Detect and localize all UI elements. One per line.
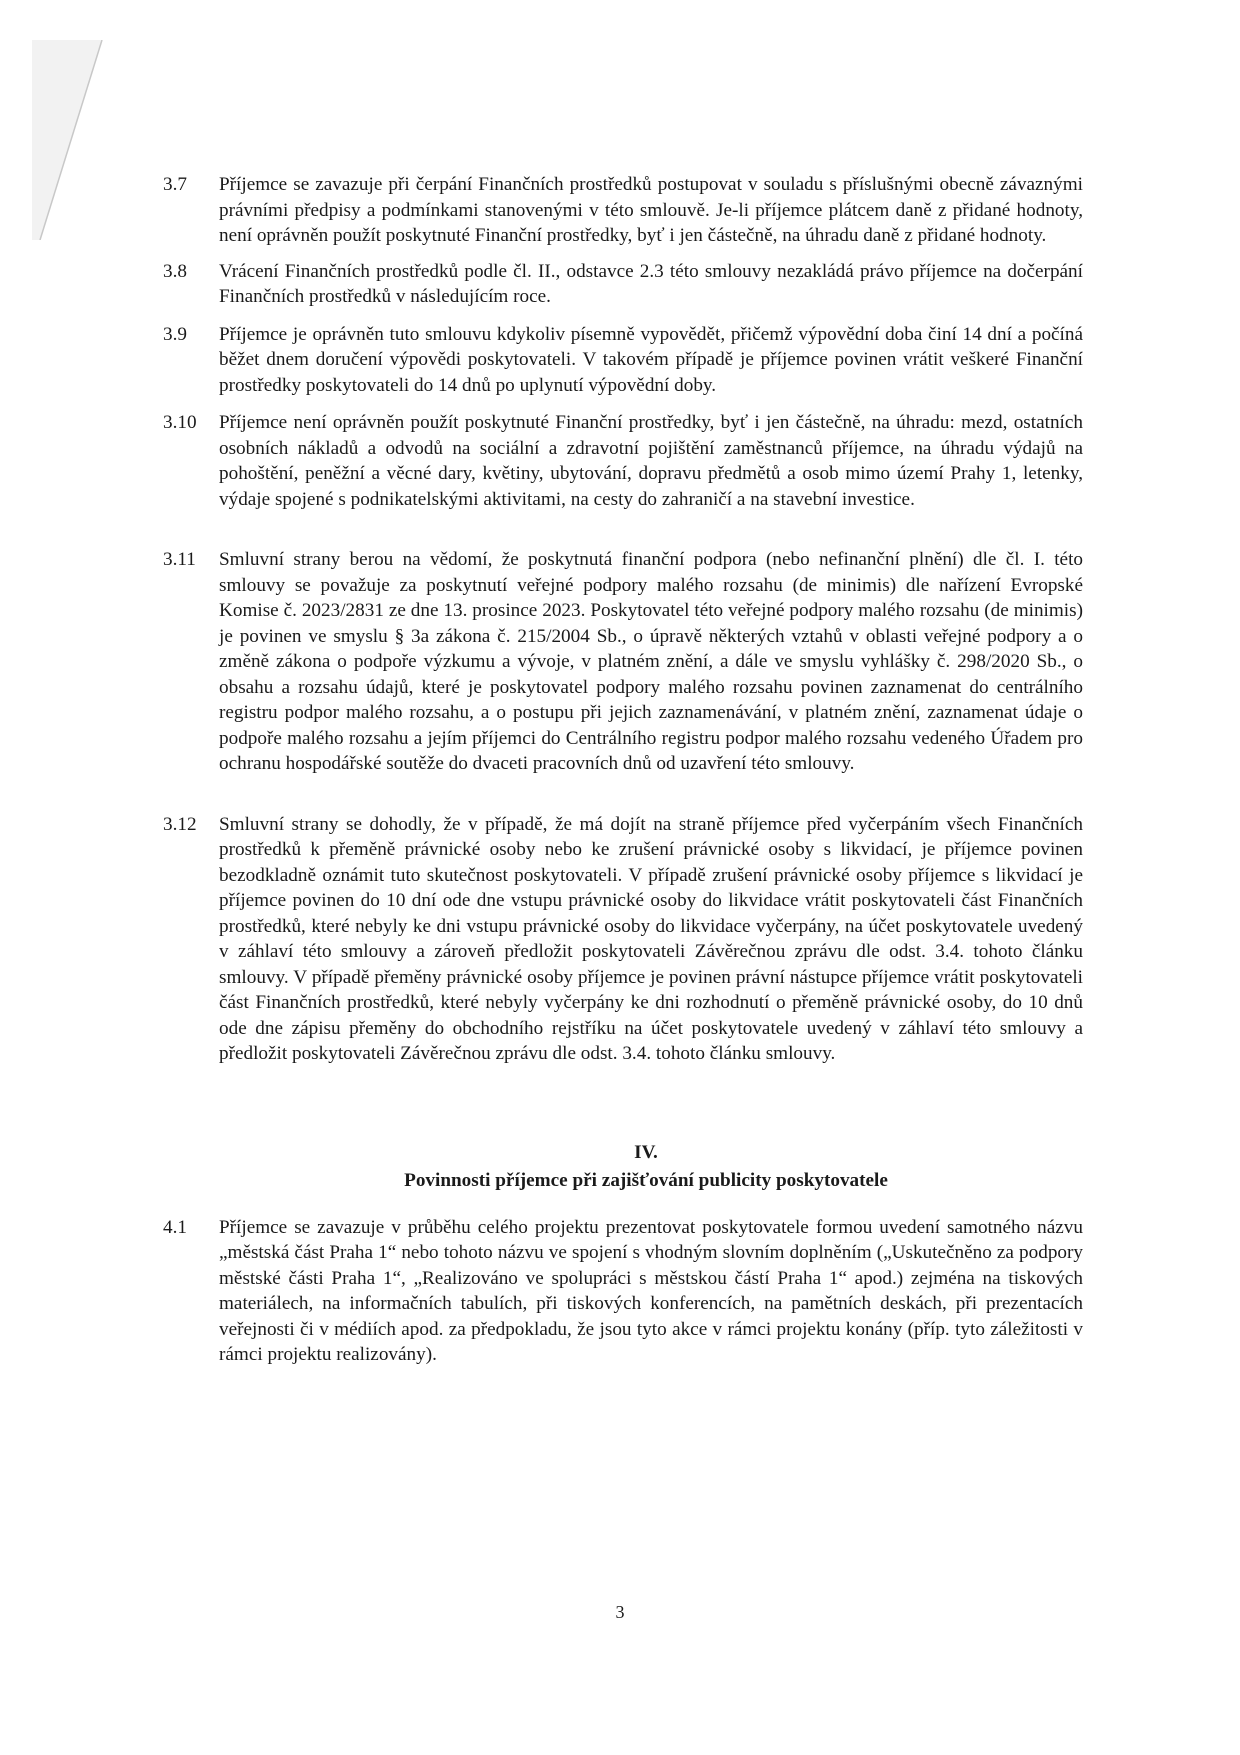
- clause-text: Příjemce je oprávněn tuto smlouvu kdykoliv písemně vypovědět, přičemž výpovědní doba činí 14 dní a počíná běžet dnem doručení výpovědi poskytovateli. V takovém případě je příjemce povinen vrátit veškeré Finanční prostředky poskytovateli do 14 dnů po uplynutí výpovědní doby.: [219, 323, 1083, 396]
- document-page: [163, 172, 1083, 1368]
- clause-number: 3.9: [163, 323, 187, 345]
- clause-text: Příjemce se zavazuje v průběhu celého projektu prezentovat poskytovatele formou uvedení samotného názvu „městská část Praha 1“ nebo tohoto názvu ve spojení s vhodným slovním doplněním („Uskutečněno za podpory městské části Praha 1“, „Realizováno ve spolupráci s městskou částí Praha 1“ apod.) zejména na tiskových materiálech, na informačních tabulích, při tiskových konferencích, na pamětních deskách, při prezentacích veřejnosti či v médiích apod. za předpokladu, že jsou tyto akce v rámci projektu konány (příp. tyto záležitosti v rámci projektu realizovány).: [219, 1216, 1083, 1365]
- clause-text: Smluvní strany berou na vědomí, že poskytnutá finanční podpora (nebo nefinanční plnění) dle čl. I. této smlouvy se považuje za poskytnutí veřejné podpory malého rozsahu (de minimis) dle nařízení Evropské Komise č. 2023/2831 ze dne 13. prosince 2023. Poskytovatel této veřejné podpory malého rozsahu (de minimis) je povinen ve smyslu § 3a zákona č. 215/2004 Sb., o úpravě některých vztahů v oblasti veřejné podpory a o změně zákona o podpoře výzkumu a vývoje, v platném znění, a dále ve smyslu vyhlášky č. 298/2020 Sb., o obsahu a rozsahu údajů, které je poskytovatel podpory malého rozsahu povinen zaznamenat do centrálního registru podpor malého rozsahu, a o postupu při jejich zaznamenávání, v platném znění, zaznamenat údaje o podpoře malého rozsahu a jejím příjemci do Centrálního registru podpor malého rozsahu vedeného Úřadem pro ochranu hospodářské soutěže do dvaceti pracovních dnů od uzavření této smlouvy.: [219, 549, 1083, 774]
- clause-number: 3.12: [163, 813, 197, 835]
- scan-edge-mark: [32, 40, 112, 240]
- clause-text: Smluvní strany se dohodly, že v případě, že má dojít na straně příjemce před vyčerpáním všech Finančních prostředků k přeměně právnické osoby nebo ke zrušení právnické osoby s likvidací, je příjemce povinen bezodkladně oznámit tuto skutečnost poskytovateli. V případě zrušení právnické osoby příjemce s likvidací je příjemce povinen do 10 dní ode dne vstupu právnické osoby do likvidace vrátit poskytovateli část Finančních prostředků, které nebyly ke dni vstupu právnické osoby do likvidace vyčerpány, na účet poskytovatele uvedený v záhlaví této smlouvy a zároveň předložit poskytovateli Závěrečnou zprávu dle odst. 3.4. tohoto článku smlouvy. V případě přeměny právnické osoby příjemce je povinen právní nástupce příjemce vrátit poskytovateli část Finančních prostředků, které nebyly vyčerpány ke dni rozhodnutí o přeměně právnické osoby, do 10 dnů ode dne zápisu přeměny do obchodního rejstříku na účet poskytovatele uvedený v záhlaví této smlouvy a předložit poskytovateli Závěrečnou zprávu dle odst. 3.4. tohoto článku smlouvy.: [219, 813, 1083, 1064]
- clause-number: 3.8: [163, 260, 187, 282]
- clause-number: 3.7: [163, 174, 187, 195]
- section-number: IV.: [634, 1141, 658, 1163]
- page-number: 3: [615, 1602, 625, 1622]
- clause-3-8: [163, 259, 1083, 310]
- clause-3-11: [163, 547, 1083, 777]
- clause-3-10: [163, 410, 1083, 512]
- clause-text: Příjemce není oprávněn použít poskytnuté Finanční prostředky, byť i jen částečně, na úhradu: mezd, ostatních osobních nákladů a odvodů na sociální a zdravotní pojištění zaměstnanců příjemce, na úhradu výdajů na pohoštění, peněžní a věcné dary, květiny, ubytování, dopravu předmětů a osob mimo území Prahy 1, letenky, výdaje spojené s podnikatelskými aktivitami, na cesty do zahraničí a na stavební investice.: [219, 412, 1083, 510]
- clause-text: Příjemce se zavazuje při čerpání Finančních prostředků postupovat v souladu s příslušnými obecně závaznými právními předpisy a podmínkami stanovenými v této smlouvě. Je-li příjemce plátcem daně z přidané hodnoty, není oprávněn použít poskytnuté Finanční prostředky, byť i jen částečně, na úhradu daně z přidané hodnoty.: [219, 174, 1083, 246]
- clause-text: Vrácení Finančních prostředků podle čl. II., odstavce 2.3 této smlouvy nezakládá právo příjemce na dočerpání Finančních prostředků v následujícím roce.: [219, 260, 1083, 307]
- clause-number: 3.11: [163, 549, 196, 570]
- section-title: Povinnosti příjemce při zajišťování publicity poskytovatele: [404, 1169, 888, 1191]
- clause-number: 4.1: [163, 1216, 187, 1238]
- clause-3-12: [163, 812, 1083, 1067]
- clause-4-1: [163, 1215, 1083, 1368]
- clause-number: 3.10: [163, 412, 197, 433]
- clause-3-9: [163, 322, 1083, 399]
- clause-3-7: [163, 172, 1083, 249]
